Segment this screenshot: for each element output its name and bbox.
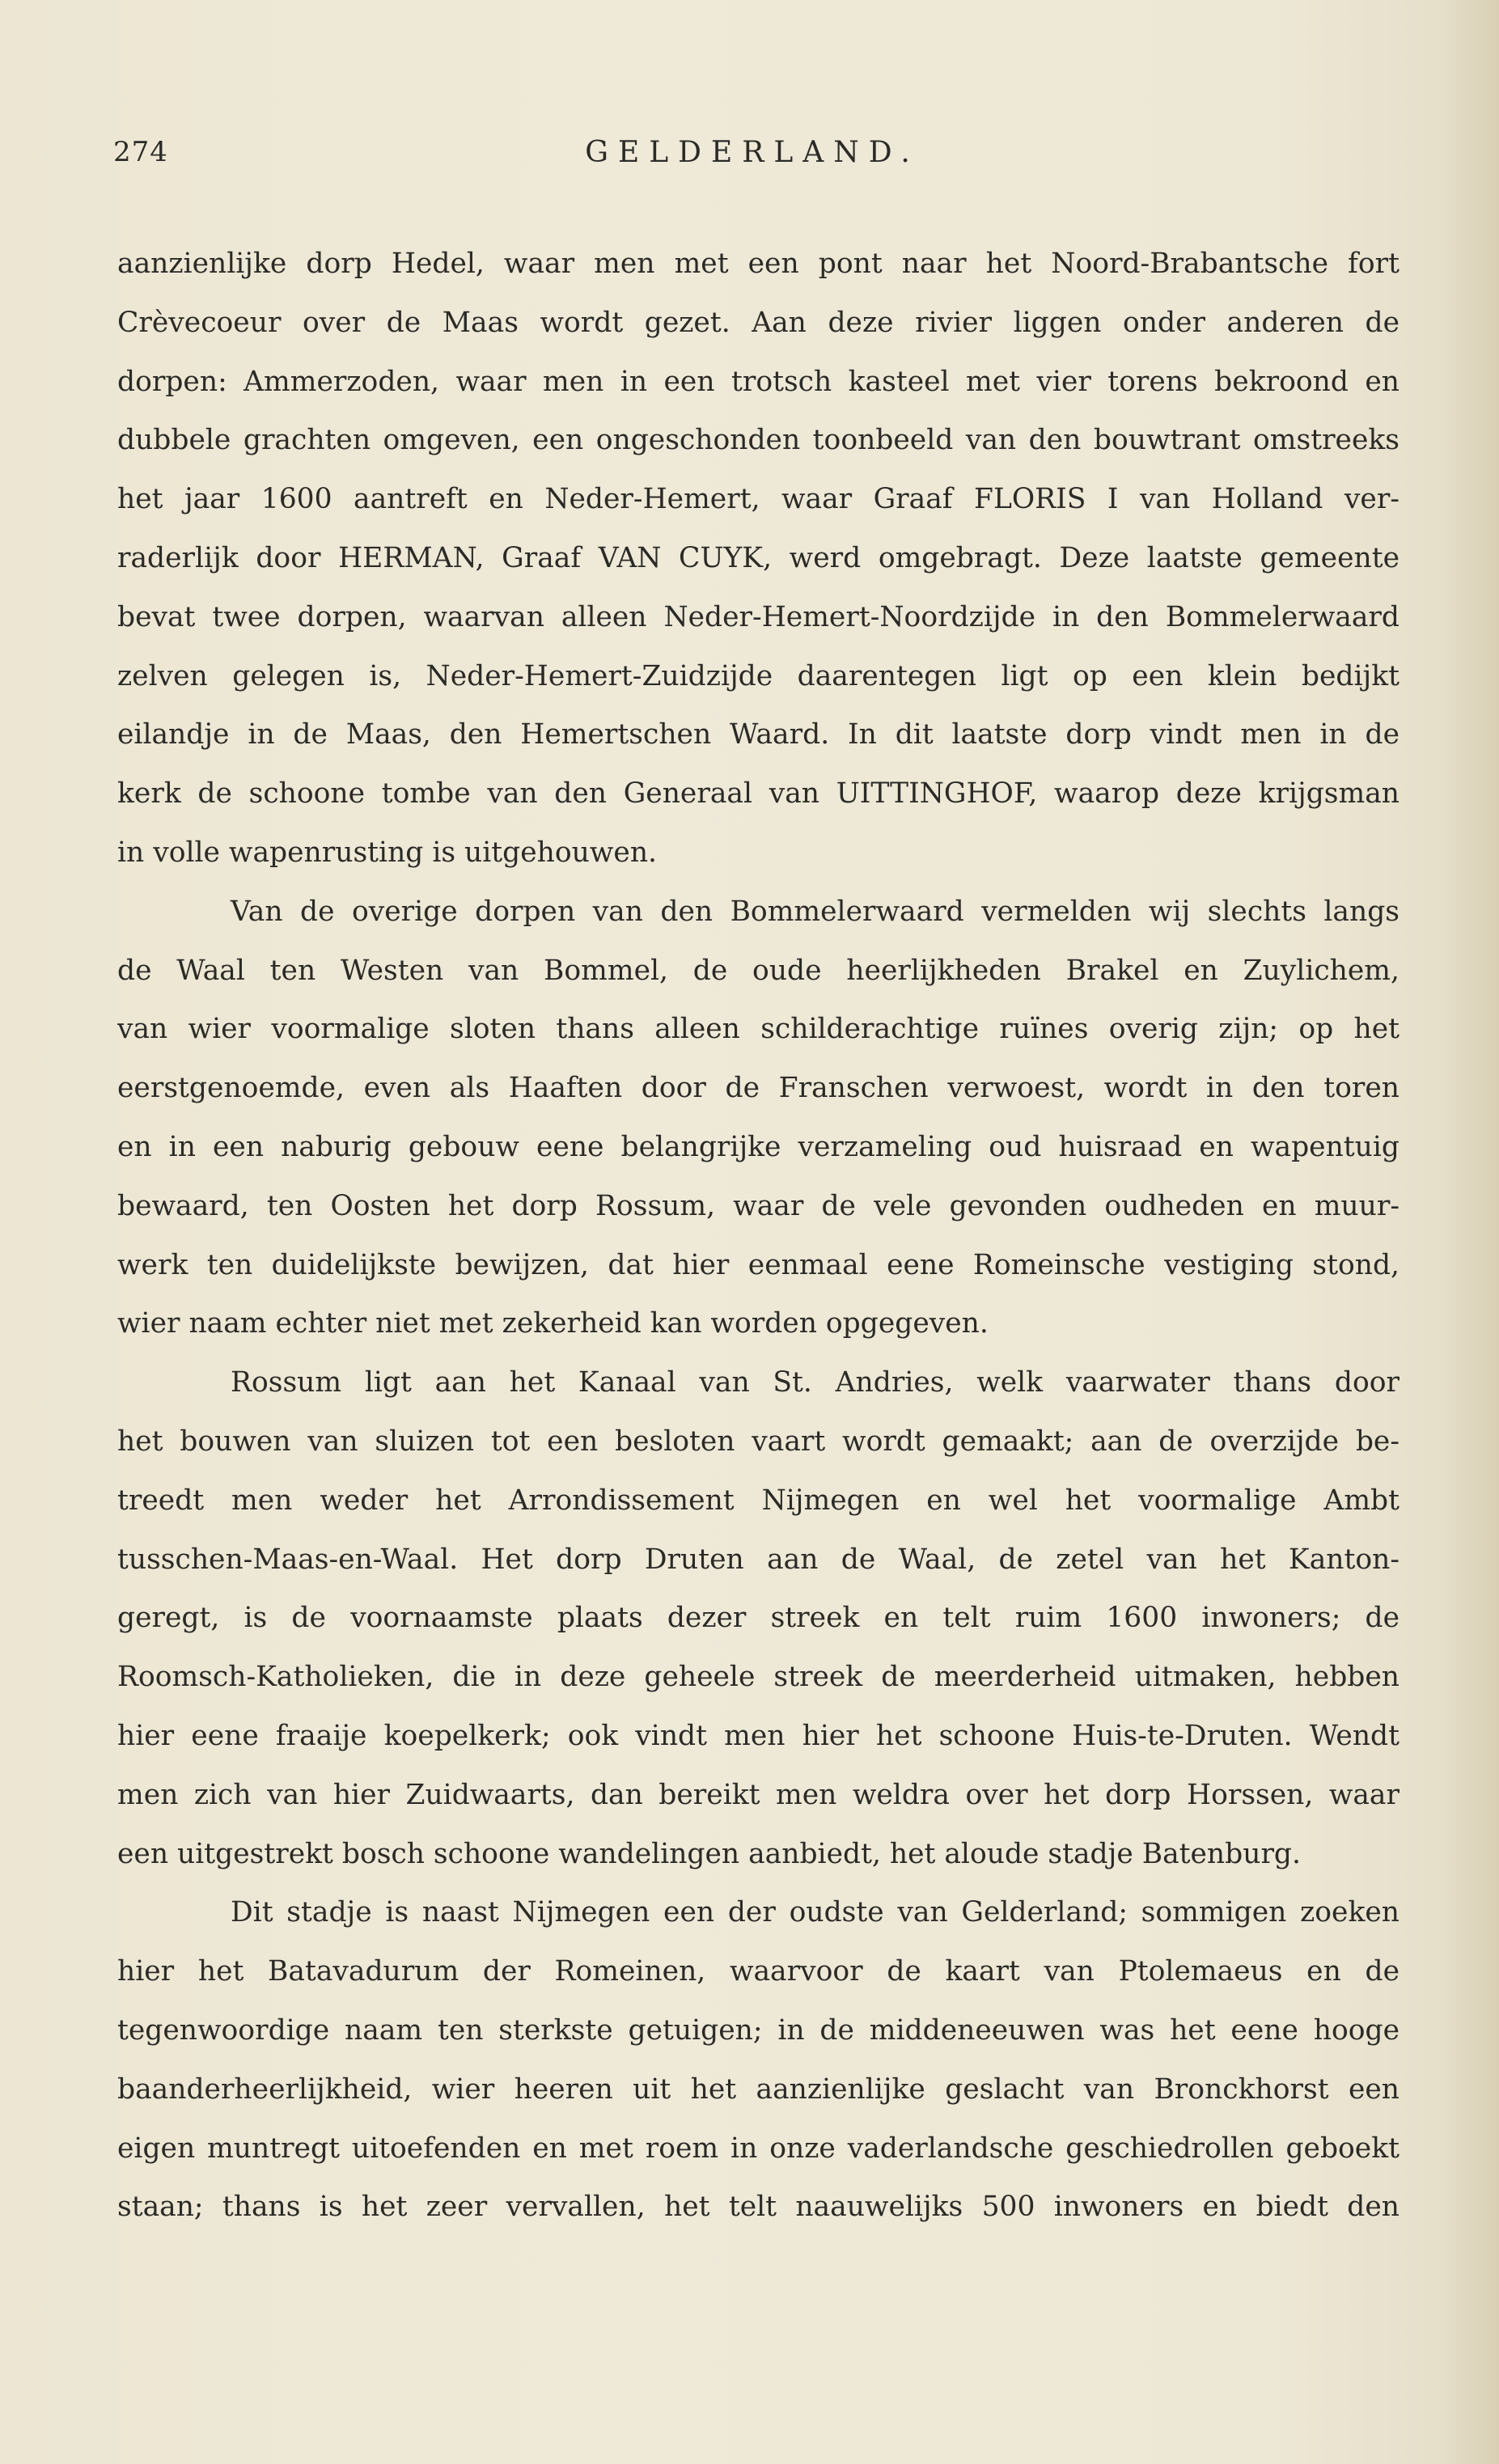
text-line: het bouwen van sluizen tot een besloten vaart wordt gemaakt; aan de overzijde be-	[117, 1425, 1399, 1458]
body-text	[117, 235, 1399, 2237]
text-line: de Waal ten Westen van Bommel, de oude heerlijkheden Brakel en Zuylichem,	[117, 954, 1399, 987]
text-line: tegenwoordige naam ten sterkste getuigen; in de middeneeuwen was het eene hooge	[117, 2013, 1399, 2047]
text-line: eilandje in de Maas, den Hemertschen Waard. In dit laatste dorp vindt men in de	[117, 718, 1399, 751]
text-line: hier eene fraaije koepelkerk; ook vindt men hier het schoone Huis-te-Druten. Wendt	[117, 1719, 1399, 1752]
running-title: GELDERLAND.	[585, 136, 920, 169]
text-line: staan; thans is het zeer vervallen, het telt naauwelijks 500 inwoners en biedt den	[117, 2191, 1399, 2224]
text-line: eerstgenoemde, even als Haaften door de Franschen verwoest, wordt in den toren	[117, 1072, 1399, 1105]
text-line: het jaar 1600 aantreft en Neder-Hemert, waar Graaf FLORIS I van Holland ver-	[117, 483, 1399, 516]
text-line: en in een naburig gebouw eene belangrijke verzameling oud huisraad en wapentuig	[117, 1130, 1399, 1163]
text-line: in volle wapenrusting is uitgehouwen.	[117, 836, 658, 869]
text-line: raderlijk door HERMAN, Graaf VAN CUYK, werd omgebragt. Deze laatste gemeente	[117, 541, 1399, 574]
text-line: een uitgestrekt bosch schoone wandelingen aanbiedt, het aloude stadje Batenburg.	[117, 1837, 1301, 1870]
text-line: Roomsch-Katholieken, die in deze geheele streek de meerderheid uitmaken, hebben	[117, 1661, 1399, 1694]
text-line: hier het Batavadurum der Romeinen, waarvoor de kaart van Ptolemaeus en de	[117, 1955, 1399, 1988]
text-line: dubbele grachten omgeven, een ongeschonden toonbeeld van den bouwtrant omstreeks	[117, 424, 1399, 457]
page-header	[113, 136, 1391, 184]
text-line: werk ten duidelijkste bewijzen, dat hier eenmaal eene Romeinsche vestiging stond,	[117, 1248, 1399, 1281]
text-line: Van de overige dorpen van den Bommelerwaard vermelden wij slechts langs	[231, 895, 1399, 928]
text-line: Crèvecoeur over de Maas wordt gezet. Aan deze rivier liggen onder anderen de	[117, 306, 1399, 339]
text-line: Rossum ligt aan het Kanaal van St. Andries, welk vaarwater thans door	[231, 1366, 1399, 1399]
text-line: van wier voormalige sloten thans alleen schilderachtige ruïnes overig zijn; op het	[117, 1013, 1399, 1046]
text-line: zelven gelegen is, Neder-Hemert-Zuidzijde daarentegen ligt op een klein bedijkt	[117, 659, 1399, 692]
text-line: wier naam echter niet met zekerheid kan worden opgegeven.	[117, 1307, 989, 1340]
text-line: aanzienlijke dorp Hedel, waar men met een pont naar het Noord-Brabantsche fort	[117, 248, 1399, 280]
text-line: dorpen: Ammerzoden, waar men in een trotsch kasteel met vier torens bekroond en	[117, 365, 1399, 398]
text-line: eigen muntregt uitoefenden en met roem in onze vaderlandsche geschiedrollen geboekt	[117, 2132, 1399, 2165]
text-line: Dit stadje is naast Nijmegen een der oudste van Gelderland; sommigen zoeken	[231, 1896, 1399, 1929]
text-line: treedt men weder het Arrondissement Nijmegen en wel het voormalige Ambt	[117, 1484, 1399, 1517]
text-line: geregt, is de voornaamste plaats dezer streek en telt ruim 1600 inwoners; de	[117, 1602, 1399, 1635]
page-number: 274	[113, 136, 168, 168]
text-line: men zich van hier Zuidwaarts, dan bereikt men weldra over het dorp Horssen, waar	[117, 1778, 1399, 1811]
text-line: kerk de schoone tombe van den Generaal van UITTINGHOF, waarop deze krijgsman	[117, 777, 1399, 811]
text-line: baanderheerlijkheid, wier heeren uit het aanzienlijke geslacht van Bronckhorst een	[117, 2072, 1399, 2106]
text-line: bevat twee dorpen, waarvan alleen Neder-Hemert-Noordzijde in den Bommelerwaard	[117, 600, 1399, 633]
text-line: bewaard, ten Oosten het dorp Rossum, waar de vele gevonden oudheden en muur-	[117, 1189, 1399, 1222]
text-line: tusschen-Maas-en-Waal. Het dorp Druten aan de Waal, de zetel van het Kanton-	[117, 1543, 1399, 1576]
